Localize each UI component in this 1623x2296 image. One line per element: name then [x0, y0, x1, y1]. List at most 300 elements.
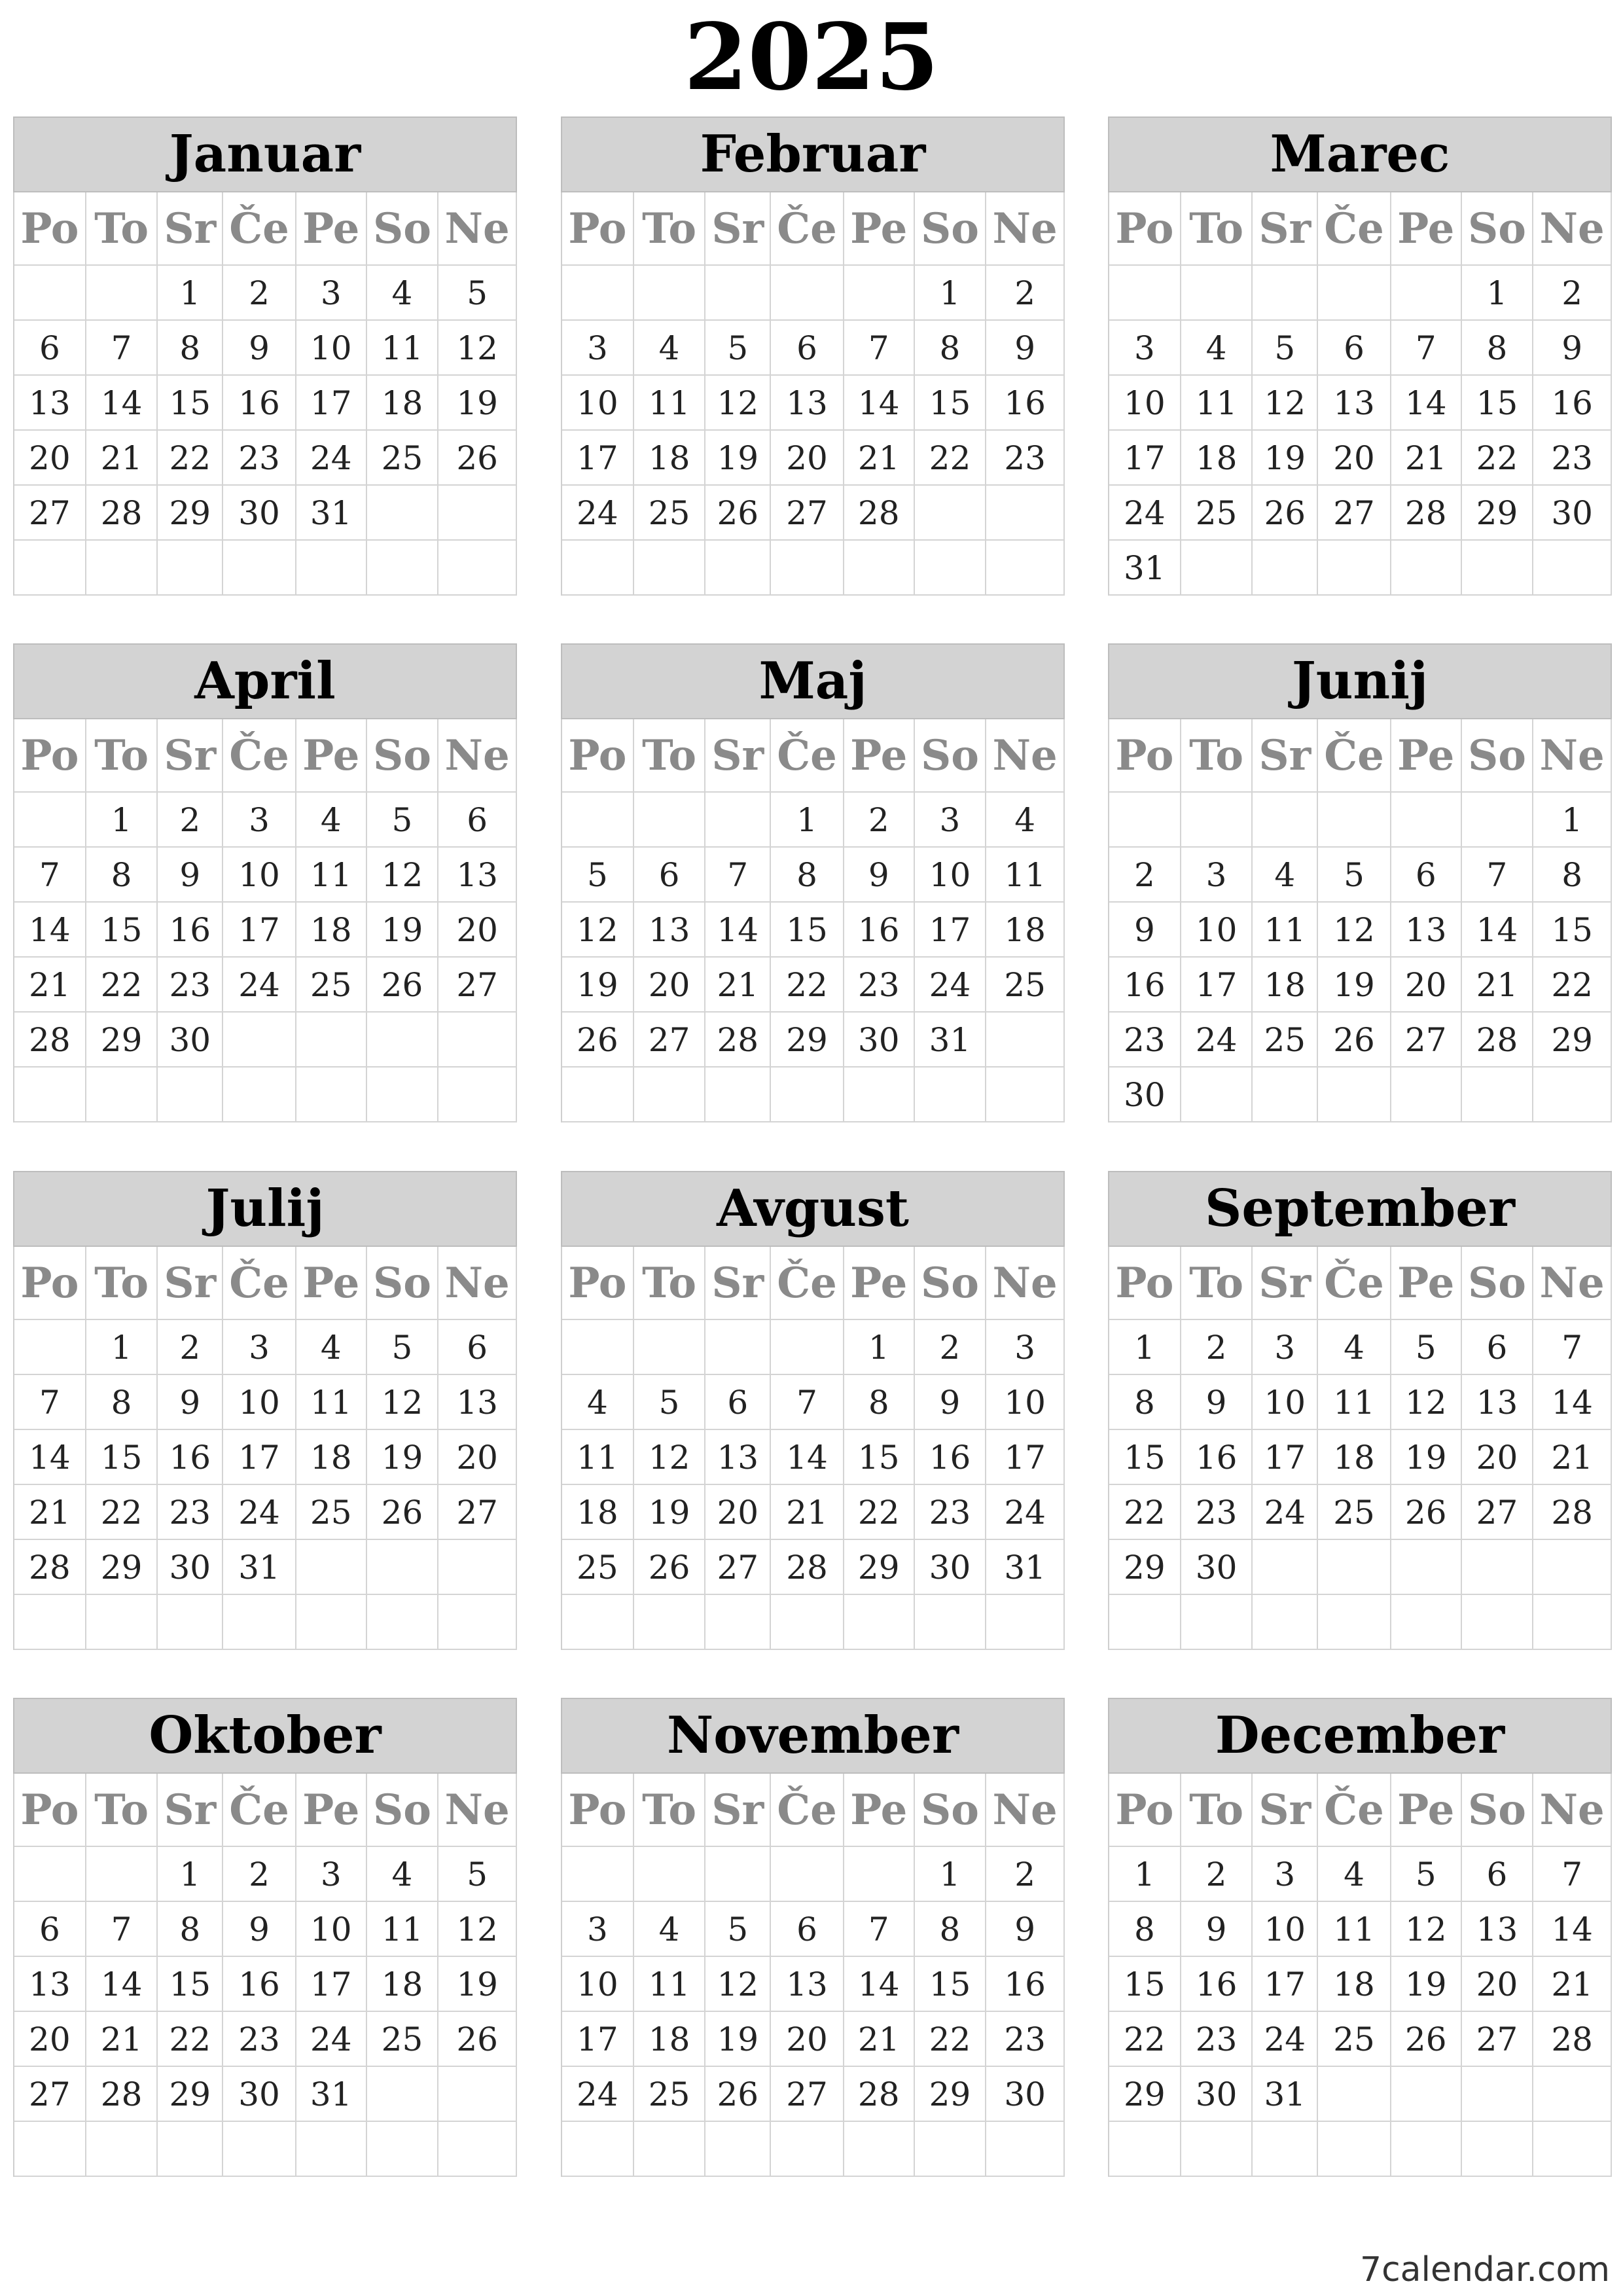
day-cell: 27	[14, 2067, 86, 2122]
day-cell: 27	[634, 1013, 706, 1067]
day-cell: 2	[986, 266, 1065, 321]
day-cell: 27	[1462, 2012, 1534, 2067]
day-cell: 10	[915, 848, 987, 903]
day-cell: 7	[771, 1375, 844, 1430]
day-cell	[1318, 1595, 1391, 1650]
day-cell	[1253, 541, 1318, 596]
day-cell	[296, 2122, 367, 2177]
day-cell: 18	[634, 2012, 706, 2067]
day-cell: 14	[86, 1957, 158, 2012]
day-cell: 10	[296, 321, 367, 376]
day-cell	[771, 541, 844, 596]
day-cell: 13	[1462, 1902, 1534, 1957]
day-cell: 15	[771, 903, 844, 958]
day-cell: 5	[438, 266, 517, 321]
day-cell: 18	[986, 903, 1065, 958]
day-cell: 5	[1391, 1320, 1462, 1375]
day-cell: 23	[1181, 2012, 1253, 2067]
day-cell: 26	[1391, 2012, 1462, 2067]
day-cell: 3	[223, 793, 296, 848]
day-cell: 1	[1533, 793, 1612, 848]
week-row	[14, 793, 517, 848]
week-row	[562, 266, 1065, 321]
weekday-header-row	[1109, 192, 1612, 266]
day-cell	[296, 1595, 367, 1650]
weekday-label: Ne	[438, 1247, 517, 1320]
week-row	[562, 376, 1065, 431]
day-cell: 25	[1318, 1485, 1391, 1540]
day-cell: 22	[915, 2012, 987, 2067]
day-cell: 24	[223, 958, 296, 1013]
week-row	[562, 1375, 1065, 1430]
day-cell: 11	[634, 376, 706, 431]
weekday-label: Sr	[705, 192, 771, 266]
day-cell	[14, 541, 86, 596]
day-cell: 13	[771, 1957, 844, 2012]
day-cell: 18	[1318, 1957, 1391, 2012]
weekday-label: Pe	[1391, 192, 1462, 266]
day-cell: 1	[915, 1847, 987, 1902]
day-cell: 30	[1109, 1067, 1181, 1122]
day-cell: 31	[296, 2067, 367, 2122]
month-name: Julij	[13, 1171, 517, 1247]
day-cell: 7	[86, 1902, 158, 1957]
weekday-label: So	[915, 192, 987, 266]
weekday-label: Pe	[296, 192, 367, 266]
day-cell: 21	[771, 1485, 844, 1540]
day-cell: 8	[915, 321, 987, 376]
weekday-label: Če	[771, 719, 844, 793]
day-cell	[14, 1847, 86, 1902]
day-cell: 1	[771, 793, 844, 848]
month-name: September	[1108, 1171, 1612, 1247]
week-row	[562, 1957, 1065, 2012]
month-name: Marec	[1108, 117, 1612, 192]
weekday-label: To	[634, 192, 706, 266]
day-cell: 24	[1181, 1013, 1253, 1067]
day-cell	[634, 541, 706, 596]
week-row	[1109, 958, 1612, 1013]
day-cell: 4	[1318, 1320, 1391, 1375]
day-cell: 31	[1253, 2067, 1318, 2122]
weekday-label: Pe	[844, 1247, 915, 1320]
day-cell: 17	[915, 903, 987, 958]
day-cell: 20	[1462, 1430, 1534, 1485]
day-cell: 17	[1253, 1430, 1318, 1485]
day-cell	[844, 541, 915, 596]
week-row	[14, 1013, 517, 1067]
day-cell: 8	[771, 848, 844, 903]
week-row	[562, 1847, 1065, 1902]
weekday-label: To	[1181, 1247, 1253, 1320]
week-row	[14, 1540, 517, 1595]
day-cell	[223, 2122, 296, 2177]
day-cell	[1318, 793, 1391, 848]
day-cell: 24	[1253, 2012, 1318, 2067]
day-cell: 15	[915, 1957, 987, 2012]
day-cell: 25	[296, 1485, 367, 1540]
day-cell: 25	[634, 2067, 706, 2122]
day-cell: 17	[296, 1957, 367, 2012]
month-grid	[561, 1247, 1065, 1650]
week-row	[1109, 903, 1612, 958]
weekday-label: Sr	[1253, 1247, 1318, 1320]
day-cell	[1462, 1067, 1534, 1122]
weekday-label: Po	[14, 719, 86, 793]
day-cell: 22	[771, 958, 844, 1013]
day-cell: 19	[1253, 431, 1318, 486]
day-cell: 23	[158, 1485, 223, 1540]
day-cell: 28	[771, 1540, 844, 1595]
day-cell: 7	[1462, 848, 1534, 903]
day-cell: 9	[1109, 903, 1181, 958]
day-cell	[1462, 793, 1534, 848]
week-row	[14, 1957, 517, 2012]
day-cell: 16	[986, 376, 1065, 431]
day-cell: 24	[1109, 486, 1181, 541]
day-cell	[14, 266, 86, 321]
day-cell: 21	[1391, 431, 1462, 486]
week-row	[14, 848, 517, 903]
day-cell	[1391, 793, 1462, 848]
day-cell	[986, 486, 1065, 541]
weekday-label: To	[1181, 1774, 1253, 1847]
day-cell: 26	[705, 2067, 771, 2122]
day-cell: 9	[1181, 1375, 1253, 1430]
weekday-label: So	[1462, 719, 1534, 793]
month-grid	[561, 1774, 1065, 2177]
weekday-label: So	[915, 1247, 987, 1320]
day-cell: 12	[1253, 376, 1318, 431]
day-cell	[367, 1540, 439, 1595]
weekday-label: Sr	[1253, 719, 1318, 793]
day-cell	[158, 2122, 223, 2177]
day-cell: 4	[634, 1902, 706, 1957]
day-cell: 4	[367, 266, 439, 321]
day-cell: 19	[1391, 1957, 1462, 2012]
week-row	[1109, 431, 1612, 486]
day-cell: 16	[844, 903, 915, 958]
day-cell: 14	[844, 1957, 915, 2012]
day-cell: 11	[1253, 903, 1318, 958]
weekday-label: Po	[562, 1774, 634, 1847]
day-cell: 15	[158, 376, 223, 431]
day-cell: 29	[771, 1013, 844, 1067]
day-cell: 24	[296, 2012, 367, 2067]
month-grid	[13, 192, 517, 596]
day-cell: 27	[705, 1540, 771, 1595]
day-cell: 8	[915, 1902, 987, 1957]
month-block-4	[13, 643, 517, 1122]
day-cell	[1181, 1067, 1253, 1122]
day-cell: 10	[223, 848, 296, 903]
weekday-label: Ne	[1533, 1247, 1612, 1320]
day-cell: 30	[986, 2067, 1065, 2122]
weekday-label: Če	[223, 192, 296, 266]
week-row	[562, 793, 1065, 848]
month-block-11	[561, 1698, 1065, 2177]
day-cell: 16	[1181, 1957, 1253, 2012]
day-cell: 24	[986, 1485, 1065, 1540]
day-cell	[438, 2067, 517, 2122]
week-row	[14, 1320, 517, 1375]
day-cell	[1391, 2067, 1462, 2122]
day-cell	[915, 1595, 987, 1650]
day-cell: 4	[296, 1320, 367, 1375]
day-cell	[158, 1067, 223, 1122]
day-cell: 17	[562, 431, 634, 486]
day-cell: 1	[844, 1320, 915, 1375]
day-cell	[1109, 1595, 1181, 1650]
day-cell: 4	[367, 1847, 439, 1902]
day-cell: 5	[705, 1902, 771, 1957]
weekday-header-row	[14, 1774, 517, 1847]
day-cell: 2	[844, 793, 915, 848]
weekday-label: Po	[562, 719, 634, 793]
day-cell: 8	[158, 1902, 223, 1957]
week-row	[1109, 1375, 1612, 1430]
day-cell: 7	[705, 848, 771, 903]
day-cell	[223, 1067, 296, 1122]
day-cell: 25	[367, 2012, 439, 2067]
weekday-label: Če	[771, 192, 844, 266]
day-cell: 14	[1533, 1375, 1612, 1430]
day-cell: 10	[296, 1902, 367, 1957]
day-cell	[705, 1847, 771, 1902]
week-row	[14, 1847, 517, 1902]
weekday-label: So	[1462, 192, 1534, 266]
day-cell: 26	[634, 1540, 706, 1595]
day-cell: 12	[367, 848, 439, 903]
day-cell: 12	[1318, 903, 1391, 958]
day-cell: 13	[1318, 376, 1391, 431]
day-cell: 24	[296, 431, 367, 486]
day-cell: 13	[1462, 1375, 1534, 1430]
day-cell: 7	[844, 1902, 915, 1957]
week-row	[1109, 2122, 1612, 2177]
week-row	[14, 903, 517, 958]
week-row	[1109, 2067, 1612, 2122]
weekday-header-row	[1109, 719, 1612, 793]
month-name: Januar	[13, 117, 517, 192]
weekday-label: To	[634, 1247, 706, 1320]
month-grid	[13, 1247, 517, 1650]
day-cell: 23	[158, 958, 223, 1013]
day-cell: 31	[915, 1013, 987, 1067]
day-cell: 16	[1109, 958, 1181, 1013]
weekday-label: Ne	[986, 192, 1065, 266]
week-row	[1109, 1540, 1612, 1595]
day-cell: 26	[438, 431, 517, 486]
weekday-label: Ne	[1533, 1774, 1612, 1847]
day-cell: 9	[1533, 321, 1612, 376]
day-cell: 25	[1318, 2012, 1391, 2067]
day-cell: 14	[14, 1430, 86, 1485]
weekday-label: Če	[223, 1247, 296, 1320]
day-cell	[771, 266, 844, 321]
day-cell: 16	[986, 1957, 1065, 2012]
day-cell: 28	[86, 2067, 158, 2122]
day-cell: 22	[86, 1485, 158, 1540]
day-cell: 4	[1318, 1847, 1391, 1902]
week-row	[14, 2067, 517, 2122]
day-cell: 20	[634, 958, 706, 1013]
day-cell	[771, 1067, 844, 1122]
day-cell	[14, 2122, 86, 2177]
day-cell	[223, 1013, 296, 1067]
day-cell	[1318, 2122, 1391, 2177]
day-cell: 1	[1109, 1320, 1181, 1375]
day-cell: 22	[1109, 1485, 1181, 1540]
day-cell: 29	[915, 2067, 987, 2122]
day-cell	[915, 2122, 987, 2177]
day-cell	[14, 1067, 86, 1122]
day-cell	[86, 1847, 158, 1902]
day-cell: 23	[986, 431, 1065, 486]
day-cell: 17	[562, 2012, 634, 2067]
day-cell: 3	[1109, 321, 1181, 376]
day-cell: 8	[844, 1375, 915, 1430]
weekday-label: Po	[1109, 719, 1181, 793]
day-cell: 20	[14, 2012, 86, 2067]
week-row	[562, 2122, 1065, 2177]
day-cell: 27	[771, 2067, 844, 2122]
day-cell: 18	[367, 376, 439, 431]
day-cell: 1	[1462, 266, 1534, 321]
weekday-label: Pe	[844, 192, 915, 266]
weekday-label: Če	[1318, 192, 1391, 266]
day-cell: 12	[367, 1375, 439, 1430]
day-cell: 20	[438, 903, 517, 958]
day-cell: 5	[367, 1320, 439, 1375]
site-watermark: 7calendar.com	[1359, 2250, 1610, 2289]
day-cell	[1253, 1595, 1318, 1650]
day-cell	[1462, 2122, 1534, 2177]
day-cell: 17	[223, 903, 296, 958]
week-row	[562, 431, 1065, 486]
weekday-label: Po	[14, 1774, 86, 1847]
day-cell: 25	[1253, 1013, 1318, 1067]
day-cell: 15	[86, 1430, 158, 1485]
weekday-header-row	[562, 1774, 1065, 1847]
day-cell: 25	[562, 1540, 634, 1595]
weekday-label: Če	[1318, 719, 1391, 793]
day-cell: 8	[1462, 321, 1534, 376]
day-cell	[1533, 541, 1612, 596]
weekday-label: Sr	[1253, 192, 1318, 266]
day-cell: 7	[86, 321, 158, 376]
week-row	[562, 1320, 1065, 1375]
weekday-label: Sr	[705, 719, 771, 793]
day-cell: 29	[1533, 1013, 1612, 1067]
month-block-12	[1108, 1698, 1612, 2177]
day-cell	[915, 486, 987, 541]
day-cell	[14, 1595, 86, 1650]
day-cell: 3	[562, 1902, 634, 1957]
day-cell: 16	[223, 376, 296, 431]
week-row	[14, 541, 517, 596]
weekday-label: Če	[771, 1774, 844, 1847]
day-cell: 26	[438, 2012, 517, 2067]
day-cell: 4	[1181, 321, 1253, 376]
day-cell	[438, 1540, 517, 1595]
day-cell: 28	[14, 1013, 86, 1067]
day-cell	[223, 541, 296, 596]
day-cell: 13	[705, 1430, 771, 1485]
day-cell: 20	[771, 2012, 844, 2067]
weekday-label: So	[367, 719, 439, 793]
day-cell	[1109, 793, 1181, 848]
day-cell: 16	[223, 1957, 296, 2012]
day-cell: 25	[986, 958, 1065, 1013]
day-cell: 6	[438, 793, 517, 848]
week-row	[562, 1067, 1065, 1122]
day-cell	[771, 1320, 844, 1375]
week-row	[1109, 376, 1612, 431]
day-cell: 11	[634, 1957, 706, 2012]
day-cell	[438, 486, 517, 541]
day-cell: 20	[1462, 1957, 1534, 2012]
day-cell: 23	[986, 2012, 1065, 2067]
day-cell: 25	[367, 431, 439, 486]
day-cell: 5	[705, 321, 771, 376]
day-cell: 10	[1181, 903, 1253, 958]
day-cell: 11	[367, 321, 439, 376]
day-cell: 30	[915, 1540, 987, 1595]
weekday-label: To	[1181, 719, 1253, 793]
day-cell: 25	[634, 486, 706, 541]
week-row	[562, 958, 1065, 1013]
day-cell: 13	[438, 1375, 517, 1430]
day-cell: 14	[705, 903, 771, 958]
day-cell: 27	[438, 1485, 517, 1540]
week-row	[1109, 266, 1612, 321]
day-cell: 19	[705, 431, 771, 486]
day-cell: 24	[562, 2067, 634, 2122]
day-cell	[562, 2122, 634, 2177]
day-cell: 12	[705, 1957, 771, 2012]
day-cell: 27	[14, 486, 86, 541]
day-cell	[562, 1067, 634, 1122]
day-cell: 7	[14, 1375, 86, 1430]
day-cell: 6	[14, 1902, 86, 1957]
week-row	[562, 1595, 1065, 1650]
day-cell: 19	[1391, 1430, 1462, 1485]
day-cell: 13	[771, 376, 844, 431]
day-cell: 2	[223, 1847, 296, 1902]
day-cell: 8	[86, 1375, 158, 1430]
day-cell: 26	[562, 1013, 634, 1067]
day-cell: 11	[1318, 1902, 1391, 1957]
day-cell: 30	[1533, 486, 1612, 541]
month-block-1	[13, 117, 517, 596]
day-cell: 17	[1253, 1957, 1318, 2012]
month-grid	[561, 719, 1065, 1122]
day-cell: 23	[223, 431, 296, 486]
day-cell: 13	[634, 903, 706, 958]
day-cell: 18	[296, 1430, 367, 1485]
month-block-6	[1108, 643, 1612, 1122]
day-cell	[634, 2122, 706, 2177]
day-cell	[771, 2122, 844, 2177]
day-cell: 2	[1181, 1847, 1253, 1902]
day-cell	[86, 1595, 158, 1650]
day-cell	[296, 541, 367, 596]
day-cell: 29	[86, 1013, 158, 1067]
weekday-label: To	[634, 1774, 706, 1847]
day-cell: 21	[844, 2012, 915, 2067]
day-cell: 19	[438, 1957, 517, 2012]
